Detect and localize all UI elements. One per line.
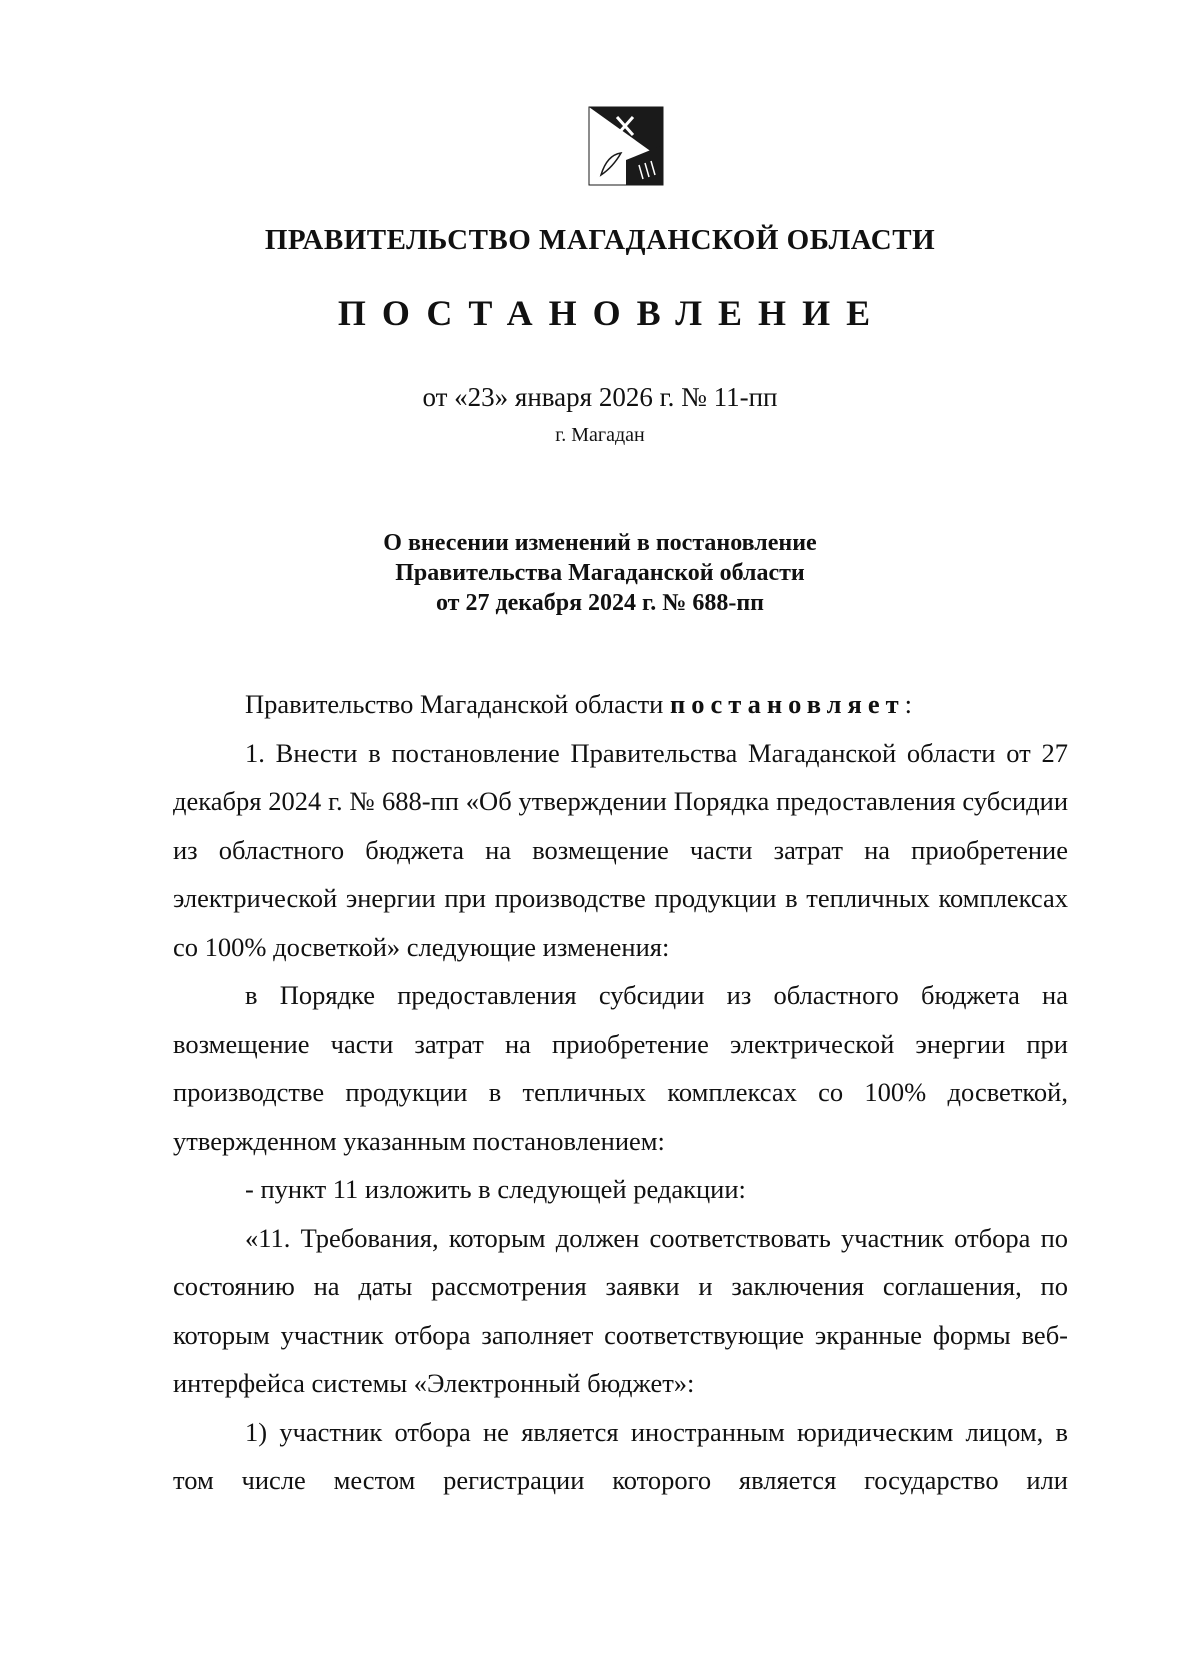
coat-of-arms-emblem [587,105,665,195]
preamble-paragraph [173,680,1068,729]
document-city: г. Магадан [555,424,645,446]
preamble-resolves: постановляет [669,689,905,719]
document-body [173,680,1068,1505]
document-date-number: от «23» января 2026 г. № 11-пп [422,382,778,412]
paragraph-requirement-1: 1) участник отбора не является иностранным юридическим лицом, в том числе местом регистрации которого является государство или [173,1416,1068,1495]
paragraph-point-11-text: «11. Требования, которым должен соответствовать участник отбора по состоянию на даты рассмотрения заявки и заключения соглашения, по которым участник отбора заполняет соответствующие экранные формы веб-интерфейса системы «Электронный бюджет»: [173,1222,1068,1398]
paragraph-point-11-intro: - пункт 11 изложить в следующей редакции: [245,1174,746,1204]
paragraph-item-1: 1. Внести в постановление Правительства Магаданской области от 27 декабря 2024 г. № 688-пп «Об утверждении Порядка предоставления субсидии из областного бюджета на возмещение части затрат на приобретение электрической энергии при производстве продукции в тепличных комплексах со 100% досветкой» следующие изменения: [173,737,1068,962]
subject-line-2: Правительства Магаданской области [395,560,805,586]
document-subject [0,528,1200,618]
document-type-heading: ПОСТАНОВЛЕНИЕ [337,293,887,333]
subject-line-3: от 27 декабря 2024 г. № 688-пп [435,590,765,616]
subject-line-1: О внесении изменений в постановление [383,530,817,556]
preamble-colon: : [904,689,913,719]
government-title: ПРАВИТЕЛЬСТВО МАГАДАНСКОЙ ОБЛАСТИ [264,224,936,256]
paragraph-order-amendment: в Порядке предоставления субсидии из областного бюджета на возмещение части затрат на приобретение электрической энергии при производстве продукции в тепличных комплексах со 100% досветкой, утвержденном указанным постановлением: [173,980,1068,1156]
preamble-text: Правительство Магаданской области [245,689,664,719]
